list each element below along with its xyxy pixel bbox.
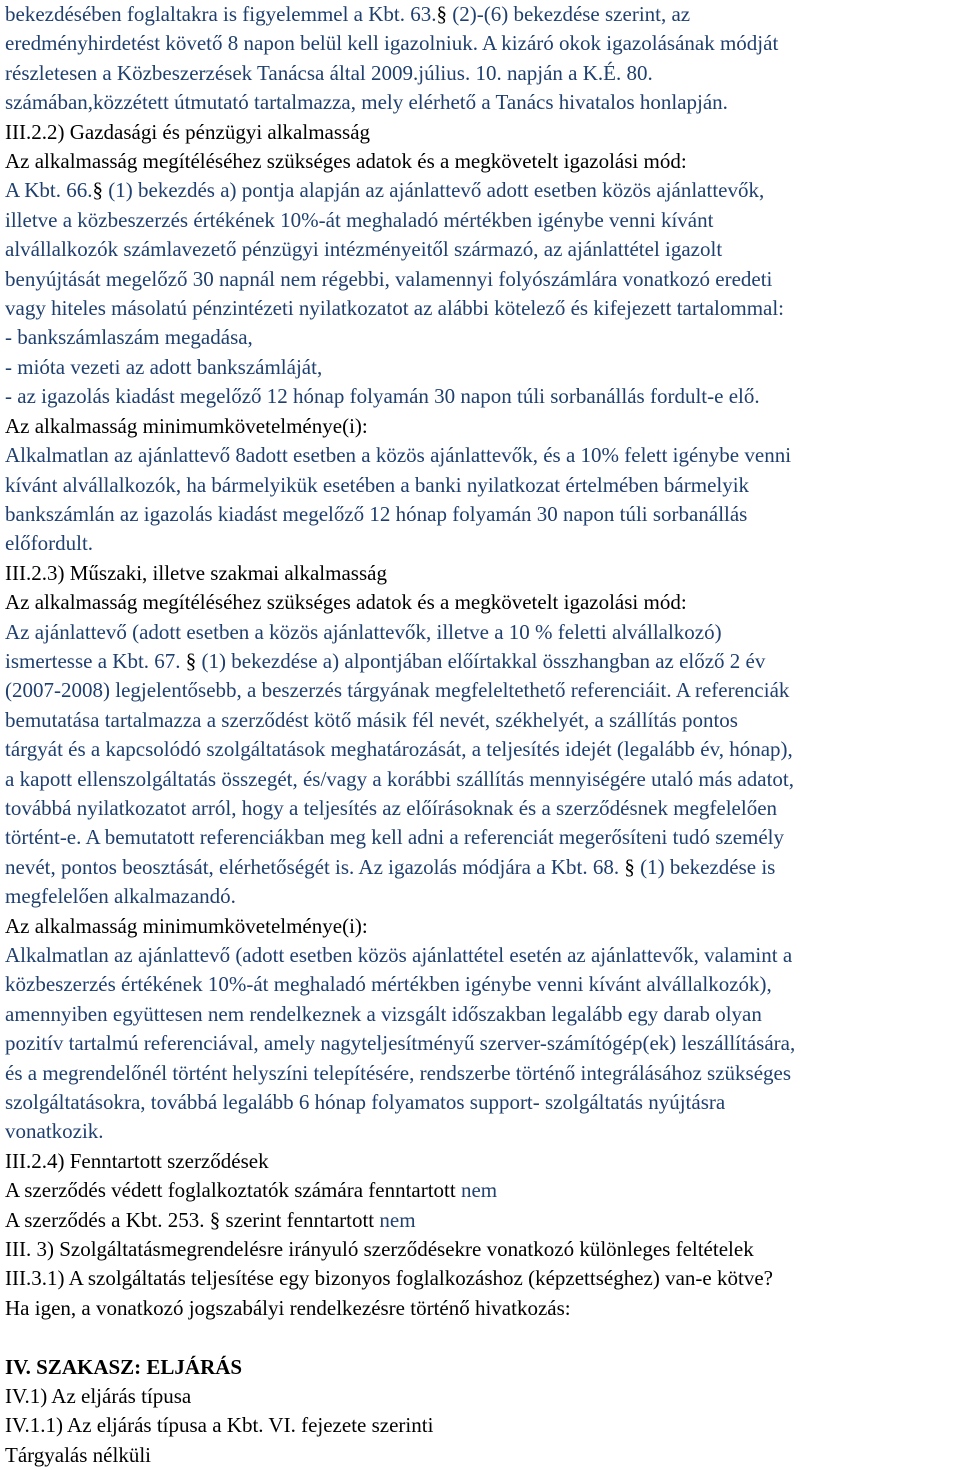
- text-line: [5, 970, 960, 999]
- text-segment: - az igazolás kiadást megelőző 12 hónap folyamán 30 napon túli sorbanállás fordult-e elő.: [5, 384, 760, 409]
- text-line: [5, 206, 960, 235]
- text-segment: alvállalkozók számlavezető pénzügyi intézményeitől származó, az ajánlattétel igazolt: [5, 237, 723, 262]
- text-line: [5, 441, 960, 470]
- text-segment: továbbá nyilatkozatot arról, hogy a teljesítés az előírásoknak és a szerződésnek megfelelően: [5, 795, 778, 820]
- text-line: [5, 1117, 960, 1146]
- text-line: [5, 471, 960, 500]
- text-line: [5, 1000, 960, 1029]
- text-segment: A szerződés védett foglalkoztatók számára fenntartott: [5, 1178, 461, 1203]
- text-segment: bemutatása tartalmazza a szerződést kötő másik fél nevét, székhelyét, a szállítás pontos: [5, 707, 738, 732]
- text-line: [5, 794, 960, 823]
- text-segment: részletesen a Közbeszerzések Tanácsa által 2009.július. 10. napján a K.É. 80.: [5, 60, 653, 85]
- text-line: [5, 882, 960, 911]
- text-line: [5, 1088, 960, 1117]
- text-line: [5, 265, 960, 294]
- text-line: [5, 59, 960, 88]
- text-segment: pozitív tartalmú referenciával, amely nagyteljesítményű szerver-számítógép(ek) leszállítására,: [5, 1031, 796, 1056]
- text-line: [5, 382, 960, 411]
- text-line: [5, 0, 960, 29]
- text-segment: III.2.3) Műszaki, illetve szakmai alkalmasság: [5, 560, 387, 585]
- text-segment: történt-e. A bemutatott referenciákban meg kell adni a referenciát megerősíteni tudó személy: [5, 825, 785, 850]
- text-segment: (1) bekezdés a) pontja alapján az ajánlattevő adott esetben közös ajánlattevők,: [103, 178, 765, 203]
- text-line: [5, 1206, 960, 1235]
- text-segment: (2)-(6) bekezdése szerint, az: [447, 2, 691, 26]
- text-line: [5, 147, 960, 176]
- text-line: [5, 765, 960, 794]
- text-segment: Az ajánlattevő (adott esetben a közös ajánlattevők, illetve a 10 % feletti alvállalkozó): [5, 619, 722, 644]
- section-sign: §: [92, 178, 104, 203]
- text-segment: és a megrendelőnél történt helyszíni telepítésére, rendszerbe történő integrálásához szükséges: [5, 1060, 792, 1085]
- text-segment: Alkalmatlan az ajánlattevő 8adott esetben a közös ajánlattevők, és a 10% felett igénybe venni: [5, 443, 792, 468]
- text-line: [5, 1059, 960, 1088]
- text-segment: Az alkalmasság megítéléséhez szükséges adatok és a megkövetelt igazolási mód:: [5, 149, 687, 174]
- text-line: [5, 235, 960, 264]
- text-line: [5, 823, 960, 852]
- section-sign: §: [185, 648, 197, 673]
- text-segment: Az alkalmasság minimumkövetelménye(i):: [5, 413, 368, 438]
- text-segment: eredményhirdetést követő 8 napon belül kell igazolniuk. A kizáró okok igazolásának módját: [5, 31, 779, 56]
- text-segment: nevét, pontos beosztását, elérhetőségét is. Az igazolás módjára a Kbt. 68.: [5, 854, 625, 879]
- text-line: [5, 529, 960, 558]
- text-line: [5, 1382, 960, 1411]
- section-heading: IV. SZAKASZ: ELJÁRÁS: [5, 1354, 243, 1379]
- text-segment: a kapott ellenszolgáltatás összegét, és/vagy a korábbi szállítás mennyiségére utaló más adatot,: [5, 766, 794, 791]
- text-segment: Az alkalmasság minimumkövetelménye(i):: [5, 913, 368, 938]
- text-segment: szolgáltatásokra, továbbá legalább 6 hónap folyamatos support- szolgáltatás nyújtásra: [5, 1090, 726, 1115]
- text-line: [5, 588, 960, 617]
- text-segment: III.2.4) Fenntartott szerződések: [5, 1148, 269, 1173]
- text-line: [5, 412, 960, 441]
- blank-line: [5, 1323, 960, 1352]
- text-line: [5, 118, 960, 147]
- text-line: [5, 294, 960, 323]
- text-line: [5, 1441, 960, 1470]
- text-segment: III. 3) Szolgáltatásmegrendelésre irányuló szerződésekre vonatkozó különleges feltételek: [5, 1237, 754, 1262]
- text-segment: ismertesse a Kbt. 67.: [5, 648, 186, 673]
- text-line: [5, 323, 960, 352]
- text-line: [5, 647, 960, 676]
- text-segment: A Kbt. 66.: [5, 178, 93, 203]
- section-sign: §: [436, 2, 448, 26]
- text-line: [5, 706, 960, 735]
- text-segment: közbeszerzés értékének 10%-át meghaladó mértékben igénybe venni kívánt alvállalkozók),: [5, 972, 772, 997]
- text-line: [5, 1235, 960, 1264]
- text-segment: nem: [460, 1178, 498, 1203]
- text-segment: Tárgyalás nélküli: [5, 1442, 151, 1467]
- text-line: [5, 1294, 960, 1323]
- text-line: [5, 500, 960, 529]
- text-segment: szerint fenntartott: [220, 1207, 380, 1232]
- text-segment: Az alkalmasság megítéléséhez szükséges adatok és a megkövetelt igazolási mód:: [5, 590, 687, 615]
- text-line: [5, 1147, 960, 1176]
- text-line: [5, 1353, 960, 1382]
- text-segment: Alkalmatlan az ajánlattevő (adott esetben közös ajánlattétel esetén az ajánlattevők, valamint a: [5, 943, 793, 967]
- text-segment: A szerződés a Kbt. 253.: [5, 1207, 210, 1232]
- text-segment: (1) bekezdése a) alpontjában előírtakkal összhangban az előző 2 év: [196, 648, 766, 673]
- text-line: [5, 1264, 960, 1293]
- text-line: [5, 676, 960, 705]
- text-segment: III.2.2) Gazdasági és pénzügyi alkalmasság: [5, 119, 371, 144]
- text-segment: bekezdésében foglaltakra is figyelemmel a Kbt. 63.: [5, 2, 437, 26]
- text-line: [5, 353, 960, 382]
- text-line: [5, 853, 960, 882]
- text-segment: amennyiben együttesen nem rendelkeznek a vizsgált időszakban legalább egy darab olyan: [5, 1001, 762, 1026]
- text-line: [5, 88, 960, 117]
- text-segment: előfordult.: [5, 531, 94, 556]
- text-segment: Ha igen, a vonatkozó jogszabályi rendelkezésre történő hivatkozás:: [5, 1295, 571, 1320]
- text-segment: - mióta vezeti az adott bankszámláját,: [5, 354, 323, 379]
- text-line: [5, 941, 960, 970]
- text-segment: megfelelően alkalmazandó.: [5, 884, 236, 909]
- text-segment: bankszámlán az igazolás kiadást megelőző 12 hónap folyamán 30 napon túli sorbanállás: [5, 501, 748, 526]
- text-line: [5, 176, 960, 205]
- text-segment: benyújtását megelőző 30 napnál nem régebbi, valamennyi folyószámlára vonatkozó eredeti: [5, 266, 773, 291]
- text-line: [5, 618, 960, 647]
- text-segment: IV.1.1) Az eljárás típusa a Kbt. VI. fejezete szerinti: [5, 1413, 434, 1438]
- text-segment: (1) bekezdése is: [634, 854, 776, 879]
- text-segment: nem: [379, 1207, 416, 1232]
- section-sign: §: [209, 1207, 221, 1232]
- text-segment: (2007-2008) legjelentősebb, a beszerzés tárgyának megfeleltethető referenciáit. A referenciák: [5, 678, 790, 703]
- text-line: [5, 1411, 960, 1440]
- text-segment: - bankszámlaszám megadása,: [5, 325, 253, 350]
- text-segment: vonatkozik.: [5, 1119, 104, 1144]
- text-line: [5, 29, 960, 58]
- text-segment: IV.1) Az eljárás típusa: [5, 1384, 192, 1409]
- section-sign: §: [624, 854, 635, 879]
- text-line: [5, 1029, 960, 1058]
- text-segment: kívánt alvállalkozók, ha bármelyikük esetében a banki nyilatkozat értelmében bármelyik: [5, 472, 750, 497]
- text-segment: illetve a közbeszerzés értékének 10%-át meghaladó mértékben igénybe venni kívánt: [5, 207, 714, 232]
- text-line: [5, 559, 960, 588]
- text-line: [5, 735, 960, 764]
- text-line: [5, 912, 960, 941]
- text-line: [5, 1176, 960, 1205]
- text-segment: vagy hiteles másolatú pénzintézeti nyilatkozatot az alábbi kötelező és kifejezett tartalommal:: [5, 296, 785, 321]
- text-segment: III.3.1) A szolgáltatás teljesítése egy bizonyos foglalkozáshoz (képzettséghez) van-e kötve?: [5, 1266, 773, 1291]
- text-segment: tárgyát és a kapcsolódó szolgáltatások meghatározását, a teljesítés idejét (legalább év, hónap),: [5, 737, 793, 762]
- text-segment: számában,közzétett útmutató tartalmazza, mely elérhető a Tanács hivatalos honlapján.: [5, 90, 728, 115]
